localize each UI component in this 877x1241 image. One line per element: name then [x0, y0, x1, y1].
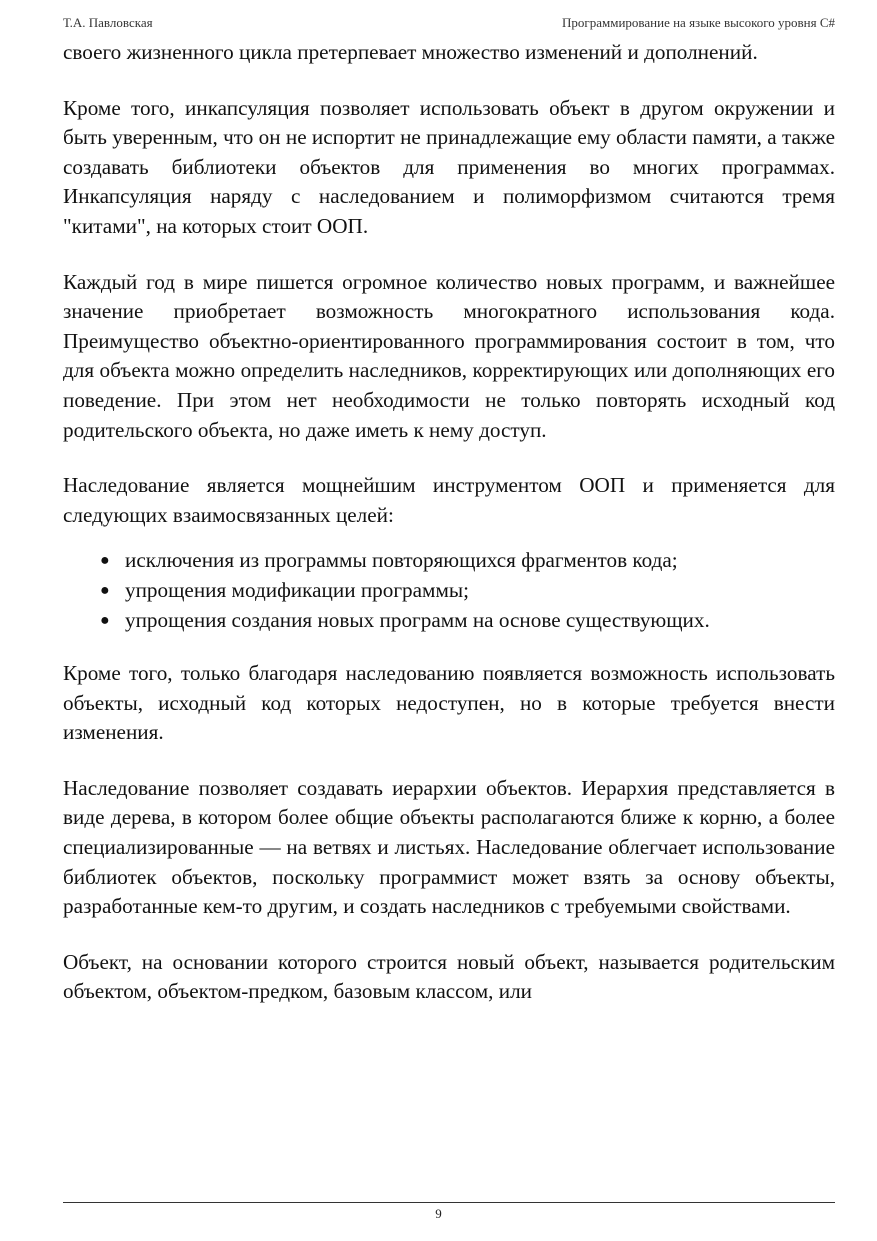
list-item-text: упрощения создания новых программ на основе существующих.	[125, 607, 710, 632]
list-item	[100, 606, 835, 636]
list-item	[100, 576, 835, 606]
bullet-icon: ●	[100, 552, 110, 570]
bullet-list	[63, 546, 835, 635]
paragraph: Каждый год в мире пишется огромное количество новых программ, и важнейшее значение приобретает возможность многократного использования кода. Преимущество объектно-ориентированного программирования состоит в том, что для объекта можно определить наследников, корректирующих или дополняющих его поведение. При этом нет необходимости не только повторять исходный код родительского объекта, но даже иметь к нему доступ.	[63, 269, 835, 442]
footer-divider	[63, 1202, 835, 1203]
paragraph: Кроме того, инкапсуляция позволяет использовать объект в другом окружении и быть уверенным, что он не испортит не принадлежащие ему области памяти, а также создавать библиотеки объектов для применения во многих программах. Инкапсуляция наряду с наследованием и полиморфизмом считаются тремя "китами", на которых стоит ООП.	[63, 95, 835, 238]
paragraph: Наследование позволяет создавать иерархии объектов. Иерархия представляется в виде дерева, в котором более общие объекты располагаются ближе к корню, а более специализированные — на ветвях и листьях. Наследование облегчает использование библиотек объектов, поскольку программист может взять за основу объекты, разработанные кем-то другим, и создать наследников с требуемыми свойствами.	[63, 775, 835, 919]
page-number: 9	[435, 1206, 442, 1221]
paragraph: Кроме того, только благодаря наследованию появляется возможность использовать объекты, исходный код которых недоступен, но в которые требуется внести изменения.	[63, 661, 835, 745]
page-body	[63, 38, 835, 1033]
header-book-title: Программирование на языке высокого уровня C#	[562, 15, 835, 30]
bullet-icon: ●	[100, 611, 110, 629]
page-header	[63, 15, 835, 35]
list-item	[100, 546, 835, 576]
paragraph: Наследование является мощнейшим инструментом ООП и применяется для следующих взаимосвязанных целей:	[63, 473, 835, 527]
paragraph: Объект, на основании которого строится новый объект, называется родительским объектом, объектом-предком, базовым классом, или	[63, 949, 835, 1004]
bullet-icon: ●	[100, 581, 110, 599]
list-item-text: упрощения модификации программы;	[125, 577, 469, 602]
header-author: Т.А. Павловская	[63, 15, 153, 30]
list-item-text: исключения из программы повторяющихся фрагментов кода;	[125, 548, 678, 573]
paragraph: своего жизненного цикла претерпевает множество изменений и дополнений.	[63, 40, 758, 64]
